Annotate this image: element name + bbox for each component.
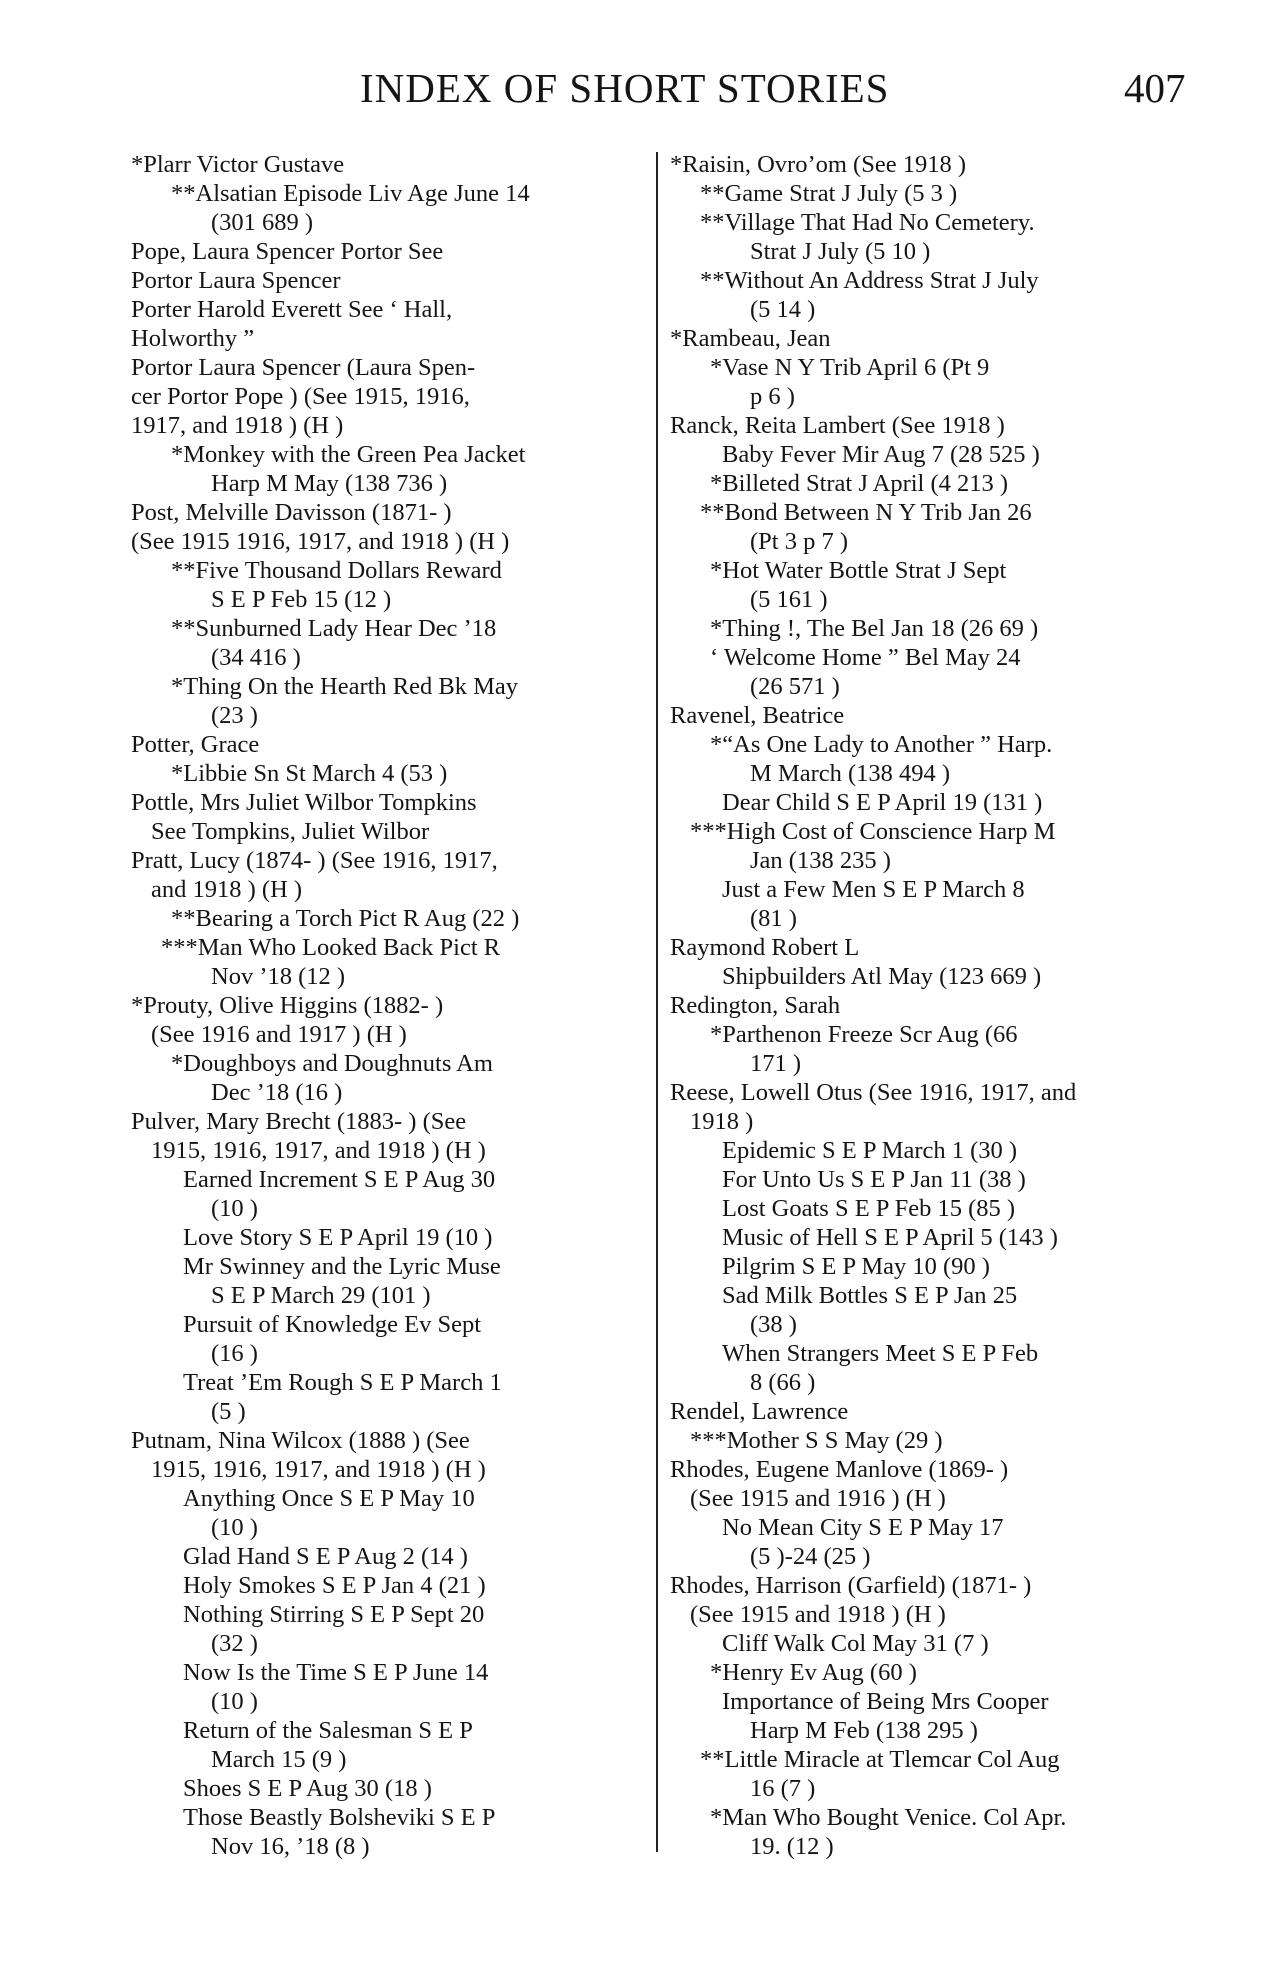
index-line: (See 1915 1916, 1917, and 1918 ) (H ): [131, 528, 510, 555]
index-line: Pulver, Mary Brecht (1883- ) (See: [131, 1108, 467, 1135]
index-line: *Doughboys and Doughnuts Am: [171, 1050, 493, 1077]
index-line: No Mean City S E P May 17: [722, 1514, 1004, 1541]
index-line: (10 ): [211, 1688, 258, 1715]
index-line: *Parthenon Freeze Scr Aug (66: [710, 1021, 1018, 1048]
index-line: Now Is the Time S E P June 14: [183, 1659, 489, 1686]
index-line: *Raisin, Ovro’om (See 1918 ): [670, 151, 966, 178]
index-line: (10 ): [211, 1195, 258, 1222]
index-line: Nov ’18 (12 ): [211, 963, 346, 990]
index-line: Portor Laura Spencer: [131, 267, 341, 294]
index-line: Post, Melville Davisson (1871- ): [131, 499, 452, 526]
index-line: S E P March 29 (101 ): [211, 1282, 431, 1309]
index-line: See Tompkins, Juliet Wilbor: [151, 818, 430, 845]
index-line: March 15 (9 ): [211, 1746, 347, 1773]
index-line: Baby Fever Mir Aug 7 (28 525 ): [722, 441, 1040, 468]
index-line: Potter, Grace: [131, 731, 260, 758]
index-line: Jan (138 235 ): [750, 847, 891, 874]
index-line: Strat J July (5 10 ): [750, 238, 931, 265]
index-line: (81 ): [750, 905, 797, 932]
right-column: [670, 150, 1186, 1861]
index-line: Cliff Walk Col May 31 (7 ): [722, 1630, 989, 1657]
index-line: 19. (12 ): [750, 1833, 834, 1860]
index-line: Ravenel, Beatrice: [670, 702, 845, 729]
index-line: (10 ): [211, 1514, 258, 1541]
index-line: Importance of Being Mrs Cooper: [722, 1688, 1049, 1715]
index-line: and 1918 ) (H ): [151, 876, 303, 903]
index-line: *Thing On the Hearth Red Bk May: [171, 673, 519, 700]
index-line: *Libbie Sn St March 4 (53 ): [171, 760, 448, 787]
index-line: (34 416 ): [211, 644, 301, 671]
index-line: *Thing !, The Bel Jan 18 (26 69 ): [710, 615, 1039, 642]
index-line: Lost Goats S E P Feb 15 (85 ): [722, 1195, 1016, 1222]
index-line: *Man Who Bought Venice. Col Apr.: [710, 1804, 1067, 1831]
index-line: Harp M May (138 736 ): [211, 470, 448, 497]
index-line: Shipbuilders Atl May (123 669 ): [722, 963, 1042, 990]
index-line: ***Man Who Looked Back Pict R: [161, 934, 501, 961]
index-line: (32 ): [211, 1630, 258, 1657]
index-line: Epidemic S E P March 1 (30 ): [722, 1137, 1018, 1164]
index-line: *Hot Water Bottle Strat J Sept: [710, 557, 1007, 584]
index-line: (23 ): [211, 702, 258, 729]
index-line: (5 161 ): [750, 586, 828, 613]
index-line: *Monkey with the Green Pea Jacket: [171, 441, 526, 468]
index-line: cer Portor Pope ) (See 1915, 1916,: [131, 383, 470, 410]
index-line: *Billeted Strat J April (4 213 ): [710, 470, 1009, 497]
index-line: 171 ): [750, 1050, 802, 1077]
index-line: For Unto Us S E P Jan 11 (38 ): [722, 1166, 1026, 1193]
index-line: **Bond Between N Y Trib Jan 26: [700, 499, 1032, 526]
index-line: (38 ): [750, 1311, 797, 1338]
index-line: When Strangers Meet S E P Feb: [722, 1340, 1039, 1367]
index-line: Glad Hand S E P Aug 2 (14 ): [183, 1543, 468, 1570]
index-line: Sad Milk Bottles S E P Jan 25: [722, 1282, 1018, 1309]
index-line: *Prouty, Olive Higgins (1882- ): [131, 992, 444, 1019]
index-line: **Five Thousand Dollars Reward: [171, 557, 502, 584]
index-line: ***Mother S S May (29 ): [690, 1427, 943, 1454]
index-line: *“As One Lady to Another ” Harp.: [710, 731, 1053, 758]
index-line: Shoes S E P Aug 30 (18 ): [183, 1775, 432, 1802]
index-line: Porter Harold Everett See ‘ Hall,: [131, 296, 453, 323]
index-line: Just a Few Men S E P March 8: [722, 876, 1025, 903]
index-line: 1917, and 1918 ) (H ): [131, 412, 344, 439]
column-divider: [656, 152, 658, 1852]
index-line: Pottle, Mrs Juliet Wilbor Tompkins: [131, 789, 477, 816]
index-line: p 6 ): [750, 383, 795, 410]
index-line: **Without An Address Strat J July: [700, 267, 1039, 294]
index-line: Reese, Lowell Otus (See 1916, 1917, and: [670, 1079, 1077, 1106]
page-title: INDEX OF SHORT STORIES: [360, 65, 890, 111]
index-line: Pope, Laura Spencer Portor See: [131, 238, 444, 265]
index-line: Harp M Feb (138 295 ): [750, 1717, 978, 1744]
page-number: 407: [1124, 65, 1186, 111]
index-line: Love Story S E P April 19 (10 ): [183, 1224, 493, 1251]
index-line: 1918 ): [690, 1108, 754, 1135]
index-line: S E P Feb 15 (12 ): [211, 586, 392, 613]
index-line: Rhodes, Harrison (Garfield) (1871- ): [670, 1572, 1032, 1599]
index-line: M March (138 494 ): [750, 760, 951, 787]
index-line: Putnam, Nina Wilcox (1888 ) (See: [131, 1427, 470, 1454]
index-line: **Sunburned Lady Hear Dec ’18: [171, 615, 497, 642]
index-line: Nov 16, ’18 (8 ): [211, 1833, 370, 1860]
index-line: **Game Strat J July (5 3 ): [700, 180, 958, 207]
index-line: (See 1915 and 1916 ) (H ): [690, 1485, 946, 1512]
index-line: Dec ’18 (16 ): [211, 1079, 343, 1106]
index-line: Rendel, Lawrence: [670, 1398, 849, 1425]
index-line: 8 (66 ): [750, 1369, 816, 1396]
index-line: Pratt, Lucy (1874- ) (See 1916, 1917,: [131, 847, 498, 874]
index-line: **Village That Had No Cemetery.: [700, 209, 1035, 236]
index-line: Holworthy ”: [131, 325, 255, 352]
index-line: Dear Child S E P April 19 (131 ): [722, 789, 1043, 816]
index-line: (5 14 ): [750, 296, 816, 323]
index-line: Return of the Salesman S E P: [183, 1717, 473, 1744]
index-line: 1915, 1916, 1917, and 1918 ) (H ): [151, 1456, 486, 1483]
index-line: (Pt 3 p 7 ): [750, 528, 848, 555]
index-line: Treat ’Em Rough S E P March 1: [183, 1369, 502, 1396]
index-line: Anything Once S E P May 10: [183, 1485, 475, 1512]
index-line: (5 )-24 (25 ): [750, 1543, 871, 1570]
index-line: **Alsatian Episode Liv Age June 14: [171, 180, 530, 207]
index-line: Earned Increment S E P Aug 30: [183, 1166, 496, 1193]
index-line: ‘ Welcome Home ” Bel May 24: [710, 644, 1021, 671]
index-line: Nothing Stirring S E P Sept 20: [183, 1601, 485, 1628]
index-line: **Bearing a Torch Pict R Aug (22 ): [171, 905, 520, 932]
index-line: (16 ): [211, 1340, 258, 1367]
index-line: Holy Smokes S E P Jan 4 (21 ): [183, 1572, 486, 1599]
index-line: Redington, Sarah: [670, 992, 841, 1019]
index-line: ***High Cost of Conscience Harp M: [690, 818, 1056, 845]
index-line: *Vase N Y Trib April 6 (Pt 9: [710, 354, 990, 381]
index-line: (See 1916 and 1917 ) (H ): [151, 1021, 407, 1048]
index-line: Music of Hell S E P April 5 (143 ): [722, 1224, 1058, 1251]
index-line: Portor Laura Spencer (Laura Spen-: [131, 354, 476, 381]
index-line: *Rambeau, Jean: [670, 325, 831, 352]
index-line: (26 571 ): [750, 673, 840, 700]
index-line: Pursuit of Knowledge Ev Sept: [183, 1311, 482, 1338]
index-line: Pilgrim S E P May 10 (90 ): [722, 1253, 990, 1280]
index-line: (5 ): [211, 1398, 246, 1425]
index-line: Ranck, Reita Lambert (See 1918 ): [670, 412, 1005, 439]
index-line: Raymond Robert L: [670, 934, 860, 961]
index-line: Mr Swinney and the Lyric Muse: [183, 1253, 501, 1280]
index-line: *Plarr Victor Gustave: [131, 151, 345, 178]
index-line: 1915, 1916, 1917, and 1918 ) (H ): [151, 1137, 486, 1164]
index-line: Those Beastly Bolsheviki S E P: [183, 1804, 496, 1831]
index-line: **Little Miracle at Tlemcar Col Aug: [700, 1746, 1060, 1773]
index-line: 16 (7 ): [750, 1775, 816, 1802]
index-line: (See 1915 and 1918 ) (H ): [690, 1601, 946, 1628]
index-line: (301 689 ): [211, 209, 314, 236]
left-column: [131, 150, 641, 1861]
index-line: *Henry Ev Aug (60 ): [710, 1659, 917, 1686]
index-line: Rhodes, Eugene Manlove (1869- ): [670, 1456, 1009, 1483]
